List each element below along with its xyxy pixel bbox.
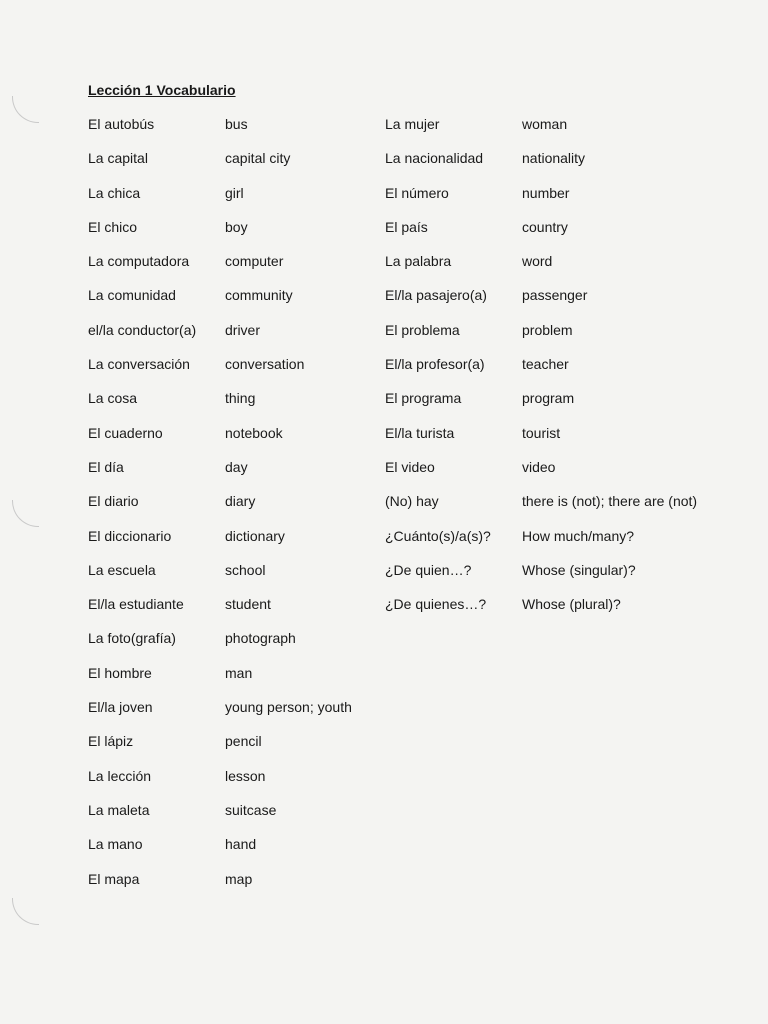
- vocab-english-translation: bus: [225, 116, 248, 132]
- vocab-english-translation: program: [522, 390, 575, 407]
- vocab-english-translation: passenger: [522, 287, 588, 304]
- vocab-spanish-term: El mapa: [88, 870, 140, 887]
- vocab-spanish-term: La maleta: [88, 801, 150, 818]
- vocab-english-translation: word: [522, 253, 553, 270]
- vocab-spanish-term: El/la profesor(a): [385, 356, 485, 373]
- vocab-spanish-term: El/la pasajero(a): [385, 287, 487, 304]
- vocab-spanish-term: La mujer: [385, 116, 440, 132]
- vocab-spanish-term: La palabra: [385, 253, 452, 270]
- vocab-spanish-term: La escuela: [88, 561, 156, 578]
- vocab-spanish-term: El autobús: [88, 116, 155, 132]
- vocab-english-translation: thing: [225, 390, 256, 407]
- right-english-column: [522, 116, 697, 630]
- vocab-spanish-term: La lección: [88, 767, 152, 784]
- vocab-english-translation: driver: [225, 321, 261, 338]
- vocab-english-translation: girl: [225, 184, 244, 201]
- vocab-english-translation: problem: [522, 321, 573, 338]
- vocab-spanish-term: La foto(grafía): [88, 630, 176, 647]
- vocab-spanish-term: El día: [88, 458, 124, 475]
- vocab-english-translation: suitcase: [225, 801, 277, 818]
- vocab-spanish-term: La comunidad: [88, 287, 176, 304]
- vocab-spanish-term: El problema: [385, 321, 460, 338]
- vocab-spanish-term: El chico: [88, 218, 138, 235]
- vocab-english-translation: notebook: [225, 424, 283, 441]
- vocab-spanish-term: La chica: [88, 184, 141, 201]
- vocab-english-translation: country: [522, 218, 568, 235]
- vocab-english-translation: How much/many?: [522, 527, 635, 544]
- vocab-spanish-term: El diario: [88, 493, 139, 510]
- vocab-english-translation: map: [225, 870, 253, 887]
- vocab-english-translation: community: [225, 287, 293, 304]
- vocab-english-translation: hand: [225, 836, 257, 853]
- vocab-spanish-term: El/la turista: [385, 424, 455, 441]
- vocab-spanish-term: el/la conductor(a): [88, 321, 197, 338]
- vocab-spanish-term: El número: [385, 184, 449, 201]
- vocab-spanish-term: El país: [385, 218, 428, 235]
- vocab-english-translation: boy: [225, 218, 248, 235]
- vocab-spanish-term: El/la joven: [88, 699, 153, 716]
- vocab-spanish-term: El video: [385, 458, 435, 475]
- vocab-spanish-term: (No) hay: [385, 493, 439, 510]
- vocab-english-translation: diary: [225, 493, 256, 510]
- vocab-english-translation: capital city: [225, 150, 291, 167]
- vocab-english-translation: tourist: [522, 424, 561, 441]
- vocab-english-translation: pencil: [225, 733, 262, 750]
- vocab-spanish-term: El diccionario: [88, 527, 172, 544]
- vocab-spanish-term: La cosa: [88, 390, 138, 407]
- punch-hole-mark: [12, 96, 39, 123]
- vocab-english-translation: number: [522, 184, 570, 201]
- vocab-english-translation: woman: [522, 116, 568, 132]
- vocab-english-translation: there is (not); there are (not): [522, 493, 698, 510]
- left-english-column: [225, 116, 352, 905]
- vocab-spanish-term: El lápiz: [88, 733, 134, 750]
- page-title: Lección 1 Vocabulario: [88, 82, 236, 98]
- vocab-english-translation: nationality: [522, 150, 586, 167]
- right-spanish-column: [385, 116, 491, 630]
- vocab-english-translation: day: [225, 458, 248, 475]
- vocab-english-translation: dictionary: [225, 527, 285, 544]
- vocab-english-translation: computer: [225, 253, 284, 270]
- vocab-english-translation: school: [225, 561, 266, 578]
- vocab-spanish-term: El hombre: [88, 664, 152, 681]
- vocab-spanish-term: El cuaderno: [88, 424, 163, 441]
- vocab-spanish-term: La conversación: [88, 356, 190, 373]
- vocab-spanish-term: La capital: [88, 150, 148, 167]
- vocab-spanish-term: El programa: [385, 390, 462, 407]
- vocab-spanish-term: ¿Cuánto(s)/a(s)?: [385, 527, 491, 544]
- punch-hole-mark: [12, 898, 39, 925]
- vocab-english-translation: young person; youth: [225, 699, 352, 716]
- vocab-english-translation: student: [225, 596, 271, 613]
- left-spanish-column: [88, 116, 196, 905]
- vocab-english-translation: man: [225, 664, 253, 681]
- vocab-spanish-term: La nacionalidad: [385, 150, 484, 167]
- punch-hole-mark: [12, 500, 39, 527]
- vocab-english-translation: video: [522, 458, 556, 475]
- vocab-english-translation: conversation: [225, 356, 305, 373]
- vocab-english-translation: lesson: [225, 767, 266, 784]
- vocab-spanish-term: ¿De quienes…?: [385, 596, 487, 613]
- vocab-spanish-term: ¿De quien…?: [385, 561, 472, 578]
- vocab-spanish-term: El/la estudiante: [88, 596, 184, 613]
- vocab-english-translation: Whose (plural)?: [522, 596, 621, 613]
- vocab-english-translation: photograph: [225, 630, 296, 647]
- vocab-spanish-term: La mano: [88, 836, 143, 853]
- vocab-spanish-term: La computadora: [88, 253, 190, 270]
- vocab-english-translation: teacher: [522, 356, 569, 373]
- vocab-english-translation: Whose (singular)?: [522, 561, 636, 578]
